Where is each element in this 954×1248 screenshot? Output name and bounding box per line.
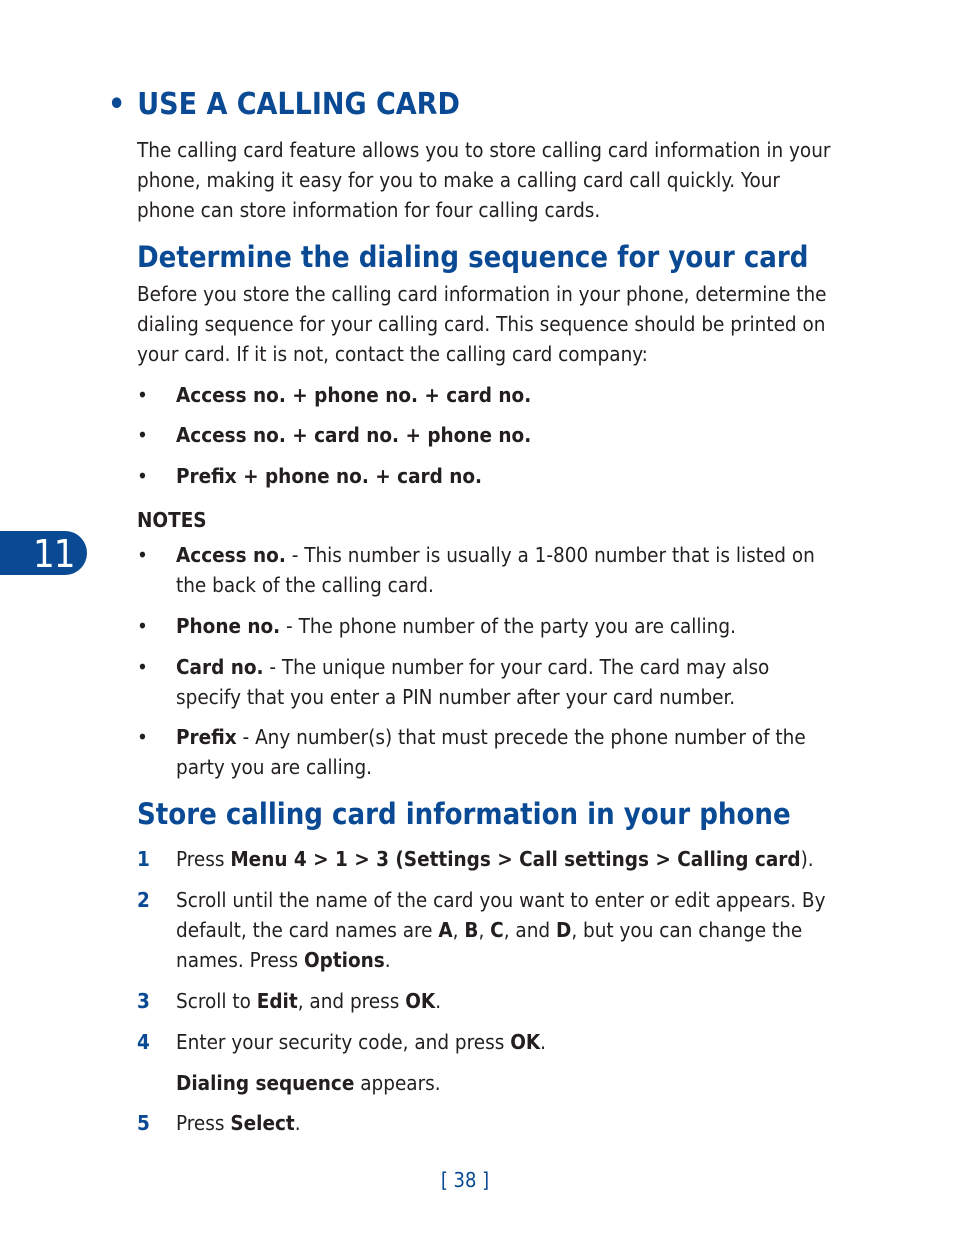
step-body	[176, 1108, 836, 1138]
step-text: Scroll until the name of the card you want to enter or edit appears. By default, the card names are	[176, 888, 826, 942]
note-desc: - The unique number for your card. The card may also specify that you enter a PIN number after your card number.	[176, 655, 770, 709]
note-body	[176, 652, 836, 712]
note-desc: - The phone number of the party you are calling.	[280, 614, 736, 638]
note-term: Phone no.	[176, 614, 281, 638]
chapter-tab	[0, 531, 87, 575]
step-body	[176, 986, 836, 1016]
bullet: •	[137, 655, 148, 679]
step-number: 1	[137, 847, 150, 871]
step-text: .	[294, 1111, 301, 1135]
step-text: .	[435, 989, 442, 1013]
step-menu-path: Menu 4 > 1 > 3 (Settings > Call settings > Calling card	[230, 847, 801, 871]
bullet: •	[137, 383, 148, 407]
note-desc: - Any number(s) that must precede the phone number of the party you are calling.	[176, 725, 806, 779]
note-body	[176, 611, 836, 641]
step-text: Enter your security code, and press	[176, 1030, 511, 1054]
page-number: [ 38 ]	[440, 1168, 490, 1192]
step-item	[137, 885, 837, 975]
dialing-intro: Before you store the calling card information in your phone, determine the dialing sequence for your calling card. This sequence should be printed on your card. If it is not, contact the calling card company:	[137, 282, 827, 366]
sequence-text: Prefix + phone no. + card no.	[176, 464, 483, 488]
softkey-label: Select	[230, 1111, 295, 1135]
note-term: Card no.	[176, 655, 264, 679]
bullet: •	[137, 543, 148, 567]
step-text: ,	[452, 918, 465, 942]
chapter-number: 11	[33, 532, 75, 576]
step-text: .	[540, 1030, 547, 1054]
step-number: 4	[137, 1030, 150, 1054]
menu-option: Edit	[256, 989, 298, 1013]
step-text: appears.	[354, 1071, 441, 1095]
sequence-text: Access no. + card no. + phone no.	[176, 423, 532, 447]
bullet: •	[137, 423, 148, 447]
step-text: .	[384, 948, 391, 972]
step-text: , and press	[297, 989, 406, 1013]
step-number: 3	[137, 989, 150, 1013]
note-term: Prefix	[176, 725, 237, 749]
note-item	[137, 540, 837, 600]
softkey-label: Options	[303, 948, 385, 972]
step-text: Press	[176, 1111, 231, 1135]
step-body	[176, 1068, 836, 1098]
title-bullet: •	[108, 87, 126, 122]
softkey-label: OK	[405, 989, 436, 1013]
note-body	[176, 540, 836, 600]
step-number: 2	[137, 888, 150, 912]
note-body	[176, 722, 836, 782]
step-body	[176, 1027, 836, 1057]
step-body	[176, 844, 836, 874]
note-term: Access no.	[176, 543, 286, 567]
card-name: A	[438, 918, 453, 942]
step-text: , and	[503, 918, 556, 942]
card-name: D	[555, 918, 572, 942]
card-name: B	[464, 918, 479, 942]
bullet: •	[137, 614, 148, 638]
sequence-text: Access no. + phone no. + card no.	[176, 383, 532, 407]
note-item	[137, 652, 837, 712]
bullet: •	[137, 725, 148, 749]
step-text: ).	[800, 847, 814, 871]
step-text: , but you can change the names. Press	[176, 918, 803, 972]
notes-label: NOTES	[137, 508, 207, 532]
screen-prompt: Dialing sequence	[176, 1071, 355, 1095]
step-number: 5	[137, 1111, 150, 1135]
bullet: •	[137, 464, 148, 488]
note-desc: - This number is usually a 1-800 number that is listed on the back of the calling card.	[176, 543, 815, 597]
section-title-text: USE A CALLING CARD	[137, 87, 460, 122]
step-text: Press	[176, 847, 231, 871]
store-heading: Store calling card information in your phone	[137, 797, 791, 831]
card-name: C	[490, 918, 504, 942]
note-item	[137, 722, 837, 782]
section-intro: The calling card feature allows you to store calling card information in your phone, making it easy for you to make a calling card call quickly. Your phone can store information for four calling cards.	[137, 138, 831, 222]
step-text: ,	[478, 918, 491, 942]
step-text: Scroll to	[176, 989, 257, 1013]
softkey-label: OK	[510, 1030, 541, 1054]
step-body	[176, 885, 836, 975]
dialing-heading: Determine the dialing sequence for your card	[137, 240, 809, 274]
section-title	[108, 87, 460, 122]
